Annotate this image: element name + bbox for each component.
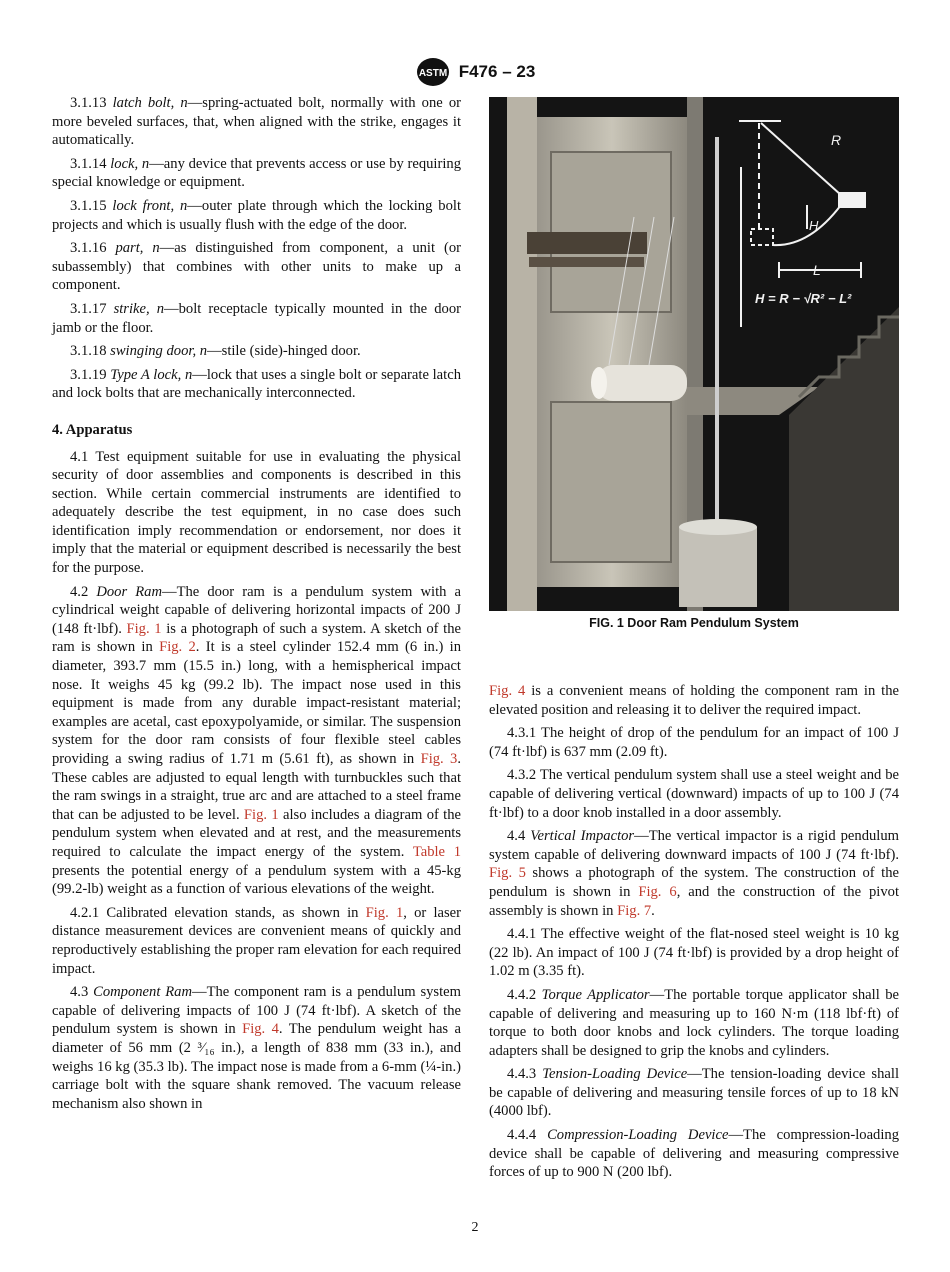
def-3-1-14: 3.1.14 lock, n—any device that prevents access or use by requiring special knowledge or equipment. <box>52 155 461 191</box>
link-fig-1[interactable]: Fig. 1 <box>365 904 404 921</box>
def-3-1-13: 3.1.13 latch bolt, n—spring-actuated bolt, normally with one or more beveled surfaces, that, when aligned with the strike, engages it automatically. <box>52 95 461 149</box>
astm-logo-icon <box>415 56 451 88</box>
para-4-3: 4.3 Component Ram—The component ram is a pendulum system capable of delivering impacts of 100 J (74 ft·lbf). A sketch of the pendulum system is shown in Fig. 4. The pendulum weight has a diameter of 56 mm (2 ³⁄₁₆ in.), a length of 838 mm (33 in.), and weighs 16 kg (35.3 lb). The impact nose is made from a 6-mm (¼-in.) carriage bolt with the square shank removed. The vacuum release mechanism also shown in <box>52 984 461 1112</box>
def-3-1-16: 3.1.16 part, n—as distinguished from component, a unit (or subassembly) that combines with other units to make up a component. <box>52 240 462 294</box>
figure-caption: FIG. 1 Door Ram Pendulum System <box>589 616 799 630</box>
link-fig-7[interactable]: Fig. 7 <box>617 902 652 919</box>
svg-text:ASTM: ASTM <box>418 68 447 79</box>
svg-text:H = R − √R² − L²: H = R − √R² − L² <box>755 291 852 306</box>
link-fig-4[interactable]: Fig. 4 <box>242 1021 279 1038</box>
def-3-1-18: 3.1.18 swinging door, n—stile (side)-hinged door. <box>70 343 361 360</box>
para-4-3-continued: Fig. 4 is a convenient means of holding the component ram in the elevated position and releasing it to deliver the required impact. <box>489 683 899 718</box>
link-table-1[interactable]: Table 1 <box>412 843 462 860</box>
para-4-4: 4.4 Vertical Impactor—The vertical impactor is a rigid pendulum system capable of delivering downward impacts of 100 J (74 ft·lbf). Fig. 5 shows a photograph of the system. The construction of the pendulum is shown in Fig. 6, and the construction of the pivot assembly is shown in Fig. 7. <box>489 828 900 919</box>
door-ram-photo <box>489 97 899 611</box>
page-header <box>0 56 950 88</box>
para-4-4-4: 4.4.4 Compression-Loading Device—The compression-loading device shall be capable of delivering and measuring compressive forces of up to 900 N (200 lbf). <box>489 1127 899 1181</box>
para-4-2-1: 4.2.1 Calibrated elevation stands, as shown in Fig. 1, or laser distance measurement devices are convenient means of quickly and reproductively establishing the proper ram elevation for each required impact. <box>52 904 462 977</box>
link-fig-1[interactable]: Fig. 1 <box>126 620 162 637</box>
link-fig-1[interactable]: Fig. 1 <box>243 806 279 823</box>
link-fig-3[interactable]: Fig. 3 <box>420 751 458 767</box>
def-3-1-19: 3.1.19 Type A lock, n—lock that uses a single bolt or separate latch and lock bolts that are mechanically interconnected. <box>52 366 461 402</box>
svg-text:L: L <box>813 262 821 278</box>
standard-code: F476 – 23 <box>458 62 536 81</box>
right-column <box>489 682 899 1187</box>
para-4-3-2: 4.3.2 The vertical pendulum system shall use a steel weight and be capable of delivering vertical (downward) impacts of up to 100 J (74 ft·lbf) to a door knob installed in a door assembly. <box>489 767 899 821</box>
section-heading-apparatus: 4. Apparatus <box>52 421 133 438</box>
def-3-1-17: 3.1.17 strike, n—bolt receptacle typically mounted in the door jamb or the floor. <box>52 300 461 336</box>
para-4-4-1: 4.4.1 The effective weight of the flat-nosed steel weight is 10 kg (22 lb). An impact of 100 J (74 ft·lbf) is provided by a drop height of 1.02 m (3.35 ft). <box>489 926 899 980</box>
para-4-1: 4.1 Test equipment suitable for use in evaluating the physical security of door assemblies and components is described in this section. While certain commercial instruments are identified to adequately describe the test equipment, in no case does such identification imply recommendation or endorsement, nor does it imply that the material or equipment described is necessarily the best for the purpose. <box>52 448 461 577</box>
svg-text:H: H <box>809 218 819 233</box>
svg-text:R: R <box>831 132 842 148</box>
link-fig-2[interactable]: Fig. 2 <box>159 639 196 656</box>
para-4-2: 4.2 Door Ram—The door ram is a pendulum system with a cylindrical weight capable of delivering horizontal impacts of 200 J (148 ft·lbf). Fig. 1 is a photograph of such a system. A sketch of the ram is shown in Fig. 2. It is a steel cylinder 152.4 mm (6 in.) in diameter, 393.7 mm (15.5 in.) long, with a hemispherical impact nose. It weighs 45 kg (99.2 lb). The impact nose used in this equipment is made from any durable impact-resistant material; examples are acetal, cast epoxypolyamide, or similar. The suspension system for the door ram consists of four flexible steel cables providing a swing radius of 1.71 m (5.61 ft), as shown in Fig. 3. These cables are adjusted to equal length with turnbuckles such that the ram swings in a straight, true arc and are attached to a steel frame that can be adjusted to be level. Fig. 1 also includes a diagram of the pendulum system when elevated and at rest, and the measurements required to calculate the impact energy of the system. Table 1 presents the potential energy of a pendulum system with a 45-kg (99.2-lb) weight as a function of various elevations of the weight. <box>52 583 462 898</box>
link-fig-6[interactable]: Fig. 6 <box>638 883 677 900</box>
page-number: 2 <box>471 1220 479 1235</box>
link-fig-5[interactable]: Fig. 5 <box>489 865 526 882</box>
link-fig-4[interactable]: Fig. 4 <box>489 683 526 699</box>
para-4-3-1: 4.3.1 The height of drop of the pendulum for an impact of 100 J (74 ft·lbf) is 637 mm (2.09 ft). <box>489 725 899 760</box>
def-3-1-15: 3.1.15 lock front, n—outer plate through which the locking bolt projects and which is usually flush with the edge of the door. <box>52 197 462 233</box>
left-column <box>52 94 461 1118</box>
para-4-4-2: 4.4.2 Torque Applicator—The portable torque applicator shall be capable of delivering and measuring up to 160 N·m (118 lbf·ft) of torque to both door knobs and lock cylinders. The torque loading adapters shall be designed to grip the knobs and cylinders. <box>489 986 900 1059</box>
para-4-4-3: 4.4.3 Tension-Loading Device—The tension-loading device shall be capable of delivering and measuring tensile forces of up to 18 kN (4000 lbf). <box>489 1066 899 1120</box>
